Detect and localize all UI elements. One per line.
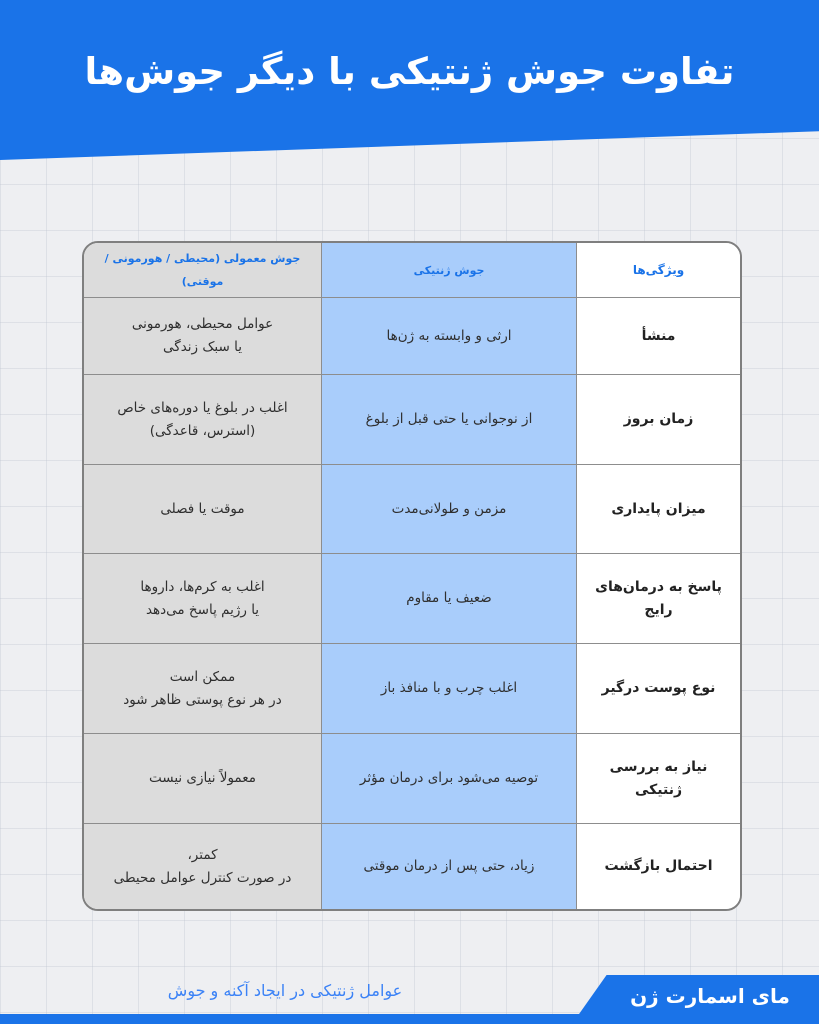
table-row <box>84 375 740 465</box>
table-row <box>84 465 740 554</box>
page-title: تفاوت جوش ژنتیکی با دیگر جوش‌ها <box>84 50 735 93</box>
normal-acne-cell: ممکن است در هر نوع پوستی ظاهر شود <box>123 668 282 708</box>
normal-acne-cell: اغلب در بلوغ یا دوره‌های خاص (استرس، قاعدگی) <box>117 399 288 439</box>
table-row <box>84 644 740 734</box>
table-header-row <box>84 243 740 298</box>
feature-cell: زمان بروز <box>623 411 694 427</box>
table-row <box>84 734 740 824</box>
normal-acne-cell: اغلب به کرم‌ها، داروها یا رژیم پاسخ می‌دهد <box>140 578 265 618</box>
genetic-acne-cell: توصیه می‌شود برای درمان مؤثر <box>321 734 577 823</box>
table-row <box>84 298 740 375</box>
brand-logo: مای اسمارت ژن <box>630 984 790 1008</box>
genetic-acne-cell: ارثی و وابسته به ژن‌ها <box>321 298 577 374</box>
normal-acne-cell: عوامل محیطی، هورمونی یا سبک زندگی <box>131 316 274 355</box>
normal-acne-cell: موقت یا فصلی <box>160 500 245 517</box>
feature-cell: میزان پایداری <box>611 500 706 517</box>
feature-cell: نیاز به بررسی ژنتیکی <box>609 758 708 798</box>
genetic-acne-cell: زیاد، حتی پس از درمان موقتی <box>321 824 577 909</box>
header-normal-acne: جوش معمولی (محیطی / هورمونی / موقتی) <box>104 252 301 288</box>
genetic-acne-cell: مزمن و طولانی‌مدت <box>321 465 577 553</box>
table-row <box>84 554 740 644</box>
feature-cell: نوع پوست درگیر <box>601 680 716 696</box>
normal-acne-cell: کمتر، در صورت کنترل عوامل محیطی <box>113 846 292 886</box>
feature-cell: پاسخ به درمان‌های رایج <box>595 578 722 618</box>
table-row <box>84 824 740 909</box>
genetic-acne-cell: ضعیف یا مقاوم <box>321 554 577 643</box>
comparison-table <box>82 241 742 911</box>
feature-cell: احتمال بازگشت <box>604 858 713 874</box>
genetic-acne-cell: اغلب چرب و با منافذ باز <box>321 644 577 733</box>
feature-cell: منشأ <box>641 327 676 344</box>
related-article-link[interactable]: عوامل ژنتیکی در ایجاد آکنه و جوش <box>167 981 403 1000</box>
header-genetic-acne: جوش ژنتیکی <box>321 243 577 297</box>
genetic-acne-cell: از نوجوانی یا حتی قبل از بلوغ <box>321 375 577 464</box>
normal-acne-cell: معمولاً نیازی نیست <box>149 770 256 786</box>
header-features: ویژگی‌ها <box>632 262 685 277</box>
